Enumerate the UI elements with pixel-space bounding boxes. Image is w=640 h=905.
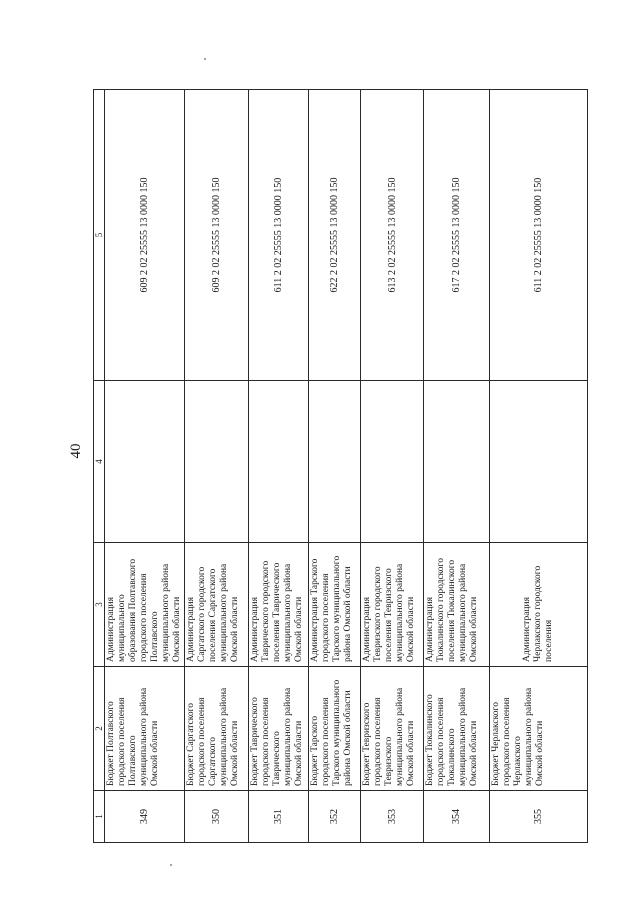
budget-code: 609 2 02 25555 13 0000 150 (105, 90, 185, 381)
administrator-name: Администрация Саргатского городского поселения Саргатского муниципального района Омской области (185, 543, 249, 667)
administrator-name: Администрация Черлакского городского поселения (490, 543, 588, 667)
table-row (249, 90, 309, 843)
row-number: 353 (361, 791, 424, 843)
scan-speck (204, 58, 206, 60)
administrator-name: Администрация Тюкалинского городского поселения Тюкалинского муниципального района Омской области (424, 543, 490, 667)
column-header: 5 (94, 90, 105, 381)
column-4-cell (309, 381, 361, 543)
budget-code: 611 2 02 25555 13 0000 150 (249, 90, 309, 381)
row-number: 354 (424, 791, 490, 843)
budget-name: Бюджет Таврического городского поселения Таврического муниципального района Омской области (249, 667, 309, 791)
administrator-name: Администрация Таврического городского поселения Таврического муниципального района Омской области (249, 543, 309, 667)
column-header: 2 (94, 667, 105, 791)
column-4-cell (361, 381, 424, 543)
row-number: 351 (249, 791, 309, 843)
budget-code: 609 2 02 25555 13 0000 150 (185, 90, 249, 381)
column-4-cell (105, 381, 185, 543)
budget-name: Бюджет Черлакского городского поселения Черлакского муниципального района Омской области (490, 667, 588, 791)
column-header: 4 (94, 381, 105, 543)
table-row (105, 90, 185, 843)
table-row (185, 90, 249, 843)
budget-name: Бюджет Тевризского городского поселения Тевризского муниципального района Омской области (361, 667, 424, 791)
budget-table (93, 89, 588, 843)
budget-name: Бюджет Тюкалинского городского поселения Тюкалинского муниципального района Омской области (424, 667, 490, 791)
row-number: 355 (490, 791, 588, 843)
rotated-page-content (93, 90, 575, 843)
table-header-row (94, 90, 105, 843)
table-row (424, 90, 490, 843)
budget-code: 611 2 02 25555 13 0000 150 (490, 90, 588, 381)
column-4-cell (185, 381, 249, 543)
column-header: 1 (94, 791, 105, 843)
budget-name: Бюджет Саргатского городского поселения Саргатского муниципального района Омской области (185, 667, 249, 791)
scan-speck (170, 864, 172, 866)
table-row (490, 90, 588, 843)
column-4-cell (490, 381, 588, 543)
table-row (361, 90, 424, 843)
budget-code: 617 2 02 25555 13 0000 150 (424, 90, 490, 381)
budget-name: Бюджет Тарского городского поселения Тарского муниципального района Омской области (309, 667, 361, 791)
row-number: 350 (185, 791, 249, 843)
budget-code: 622 2 02 25555 13 0000 150 (309, 90, 361, 381)
administrator-name: Администрация Тарского городского поселения Тарского муниципального района Омской области (309, 543, 361, 667)
budget-code: 613 2 02 25555 13 0000 150 (361, 90, 424, 381)
administrator-name: Администрация Тевризского городского поселения Тевризского муниципального района Омской области (361, 543, 424, 667)
row-number: 352 (309, 791, 361, 843)
row-number: 349 (105, 791, 185, 843)
column-4-cell (249, 381, 309, 543)
table-row (309, 90, 361, 843)
page-number: 40 (68, 443, 84, 459)
budget-name: Бюджет Полтавского городского поселения Полтавского муниципального района Омской области (105, 667, 185, 791)
column-4-cell (424, 381, 490, 543)
administrator-name: Администрация муниципального образования Полтавского городского поселения Полтавского муниципального района Омской области (105, 543, 185, 667)
column-header: 3 (94, 543, 105, 667)
